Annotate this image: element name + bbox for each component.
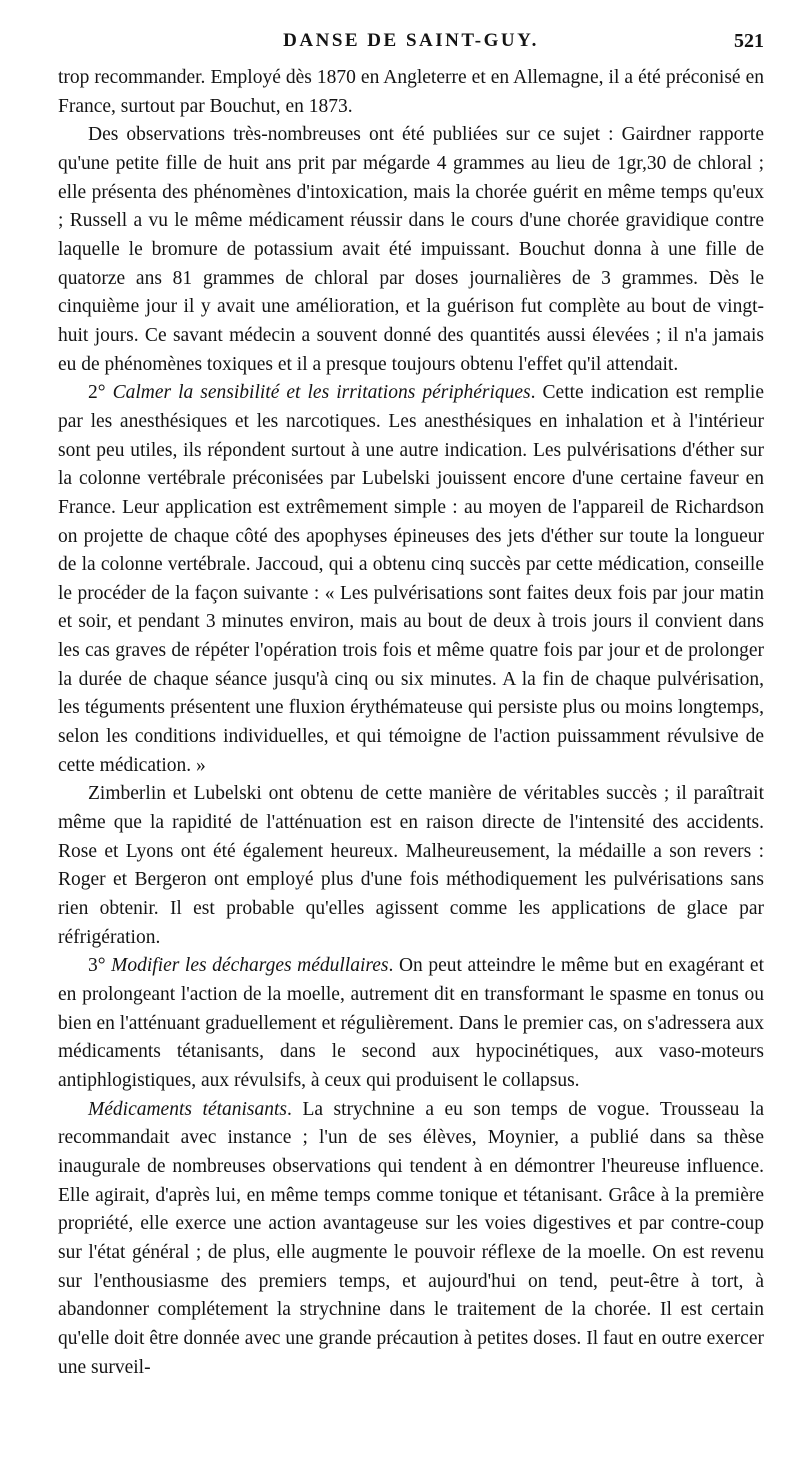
paragraph-indication-2: [58, 379, 764, 780]
running-title: DANSE DE SAINT-GUY.: [283, 30, 539, 51]
section-number: 3°: [88, 955, 112, 977]
section-heading: Modifier les décharges médullaires: [111, 955, 389, 977]
paragraph-indication-3: [58, 952, 764, 1095]
section-heading: Médicaments tétanisants: [88, 1098, 288, 1120]
body-text: [58, 64, 764, 1382]
paragraph-text: Zimberlin et Lubelski ont obtenu de cette manière de véritables succès ; il paraîtrait même que la rapidité de l'atténuation est en raison directe de l'intensité des accidents. Rose et Lyons ont été également heureux. Malheureusement, la médaille a son revers : Roger et Bergeron ont employé plus d'une fois méthodiquement les pulvérisations sans rien obtenir. Il est probable qu'elles agissent comme les applications de glace par réfrigération.: [58, 783, 764, 948]
section-number: 2°: [88, 382, 113, 404]
paragraph-text: . La strychnine a eu son temps de vogue. Trousseau la recommandait avec instance ; l'un de ses élèves, Moynier, a publié dans sa thèse inaugurale de nombreuses observations qui tendent à en démontrer l'heureuse influence. Elle agirait, d'après lui, en même temps comme tonique et tétanisant. Grâce à la première propriété, elle exerce une action avantageuse sur les voies digestives et par contre-coup sur l'état général ; de plus, elle augmente le pouvoir réflexe de la moelle. On est revenu sur l'enthousiasme des premiers temps, et aujourd'hui on tend, peut-être à tort, à abandonner complétement la strychnine dans le traitement de la chorée. Il est certain qu'elle doit être donnée avec une grande précaution à petites doses. Il faut en outre exercer une surveil-: [58, 1098, 764, 1378]
paragraph-zimberlin: [58, 780, 764, 952]
paragraph-text: Des observations très-nombreuses ont été publiées sur ce sujet : Gairdner rapporte qu'une petite fille de huit ans prit par mégarde 4 grammes au lieu de 1gr,30 de chloral ; elle présenta des phénomènes d'intoxication, mais la chorée guérit en même temps qu'eux ; Russell a vu le même médicament réussir dans le cours d'une chorée gravidique contre laquelle le bromure de potassium avait été impuissant. Bouchut donna à une fille de quatorze ans 81 grammes de chloral par doses journalières de 3 grammes. Dès le cinquième jour il y avait une amélioration, et la guérison fut complète au bout de vingt-huit jours. Ce savant médecin a souvent donné des quantités aussi élevées ; il n'a jamais eu de phénomènes toxiques et il a presque toujours obtenu l'effet qu'il attendait.: [58, 124, 764, 375]
page-number: 521: [734, 30, 764, 52]
paragraph-text: trop recommander. Employé dès 1870 en Angleterre et en Allemagne, il a été préconisé en France, surtout par Bouchut, en 1873.: [58, 67, 764, 117]
running-head: [58, 30, 764, 58]
paragraph-medicaments-tetanisants: [58, 1096, 764, 1383]
section-heading: Calmer la sensibilité et les irritations périphériques: [112, 382, 531, 404]
paragraph-continuation: [58, 64, 764, 121]
paragraph-text: . On peut atteindre le même but en exagérant et en prolongeant l'action de la moelle, autrement dit en transformant le spasme en tonus ou bien en l'atténuant graduellement et régulièrement. Dans le premier cas, on s'adressera aux médicaments tétanisants, dans le second aux hypocinétiques, aux vaso-moteurs antiphlogistiques, aux révulsifs, à ceux qui produisent le collapsus.: [58, 955, 764, 1091]
paragraph-text: . Cette indication est remplie par les anesthésiques et les narcotiques. Les anesthésiques en inhalation et à l'intérieur sont peu utiles, ils répondent surtout à une autre indication. Les pulvérisations d'éther sur la colonne vertébrale préconisées par Lubelski jouissent encore d'une certaine faveur en France. Leur application est extrêmement simple : au moyen de l'appareil de Richardson on projette de chaque côté des apophyses épineuses des jets d'éther sur toute la longueur de la colonne vertébrale. Jaccoud, qui a obtenu cinq succès par cette médication, conseille le procéder de la façon suivante : « Les pulvérisations sont faites deux fois par jour matin et soir, et pendant 3 minutes environ, mais au bout de deux à trois jours il convient dans les cas graves de répéter l'opération trois fois et même quatre fois par jour et de prolonger la durée de chaque séance jusqu'à cinq ou six minutes. A la fin de chaque pulvérisation, les téguments présentent une fluxion érythémateuse qui persiste plus ou moins longtemps, selon les conditions individuelles, et qui témoigne de l'action puissamment révulsive de cette médication. »: [58, 382, 764, 776]
paragraph-chloral-observations: [58, 121, 764, 379]
